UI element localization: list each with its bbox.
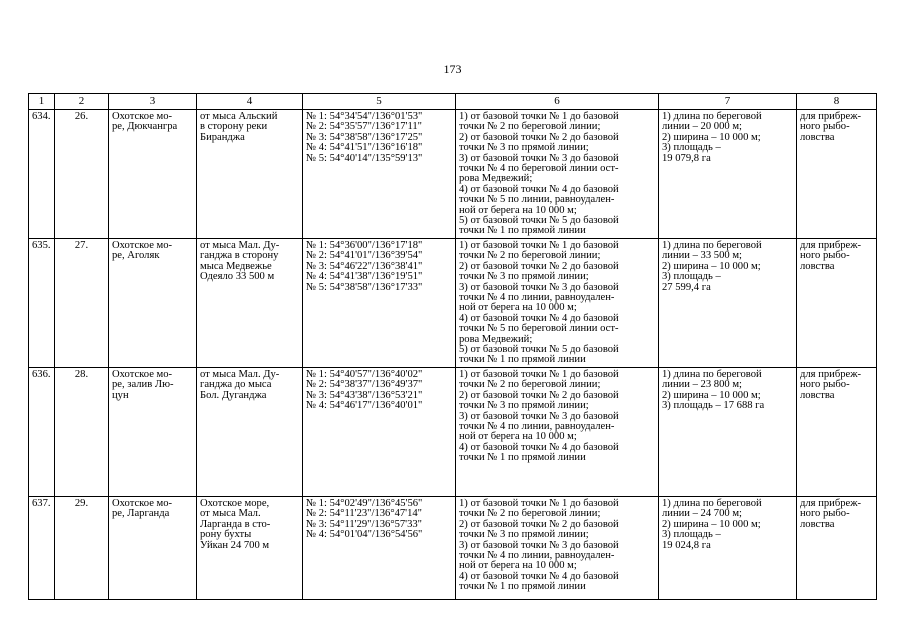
coordinates-cell: № 1: 54°40'57"/136°40'02" № 2: 54°38'37"/136°49'37" № 3: 54°43'38"/136°53'21" № 4: 54°46'17"/136°40'01" bbox=[303, 368, 456, 497]
area-number-cell: 26. bbox=[55, 110, 109, 239]
column-header: 5 bbox=[303, 94, 456, 110]
purpose-cell: для прибреж- ного рыбо- ловства bbox=[797, 239, 877, 368]
water-body-cell: Охотское мо- ре, Дюкчангра bbox=[109, 110, 197, 239]
purpose-cell: для прибреж- ного рыбо- ловства bbox=[797, 368, 877, 497]
column-header: 1 bbox=[29, 94, 55, 110]
connection-lines-cell: 1) от базовой точки № 1 до базовой точки № 2 по береговой линии; 2) от базовой точки № 2 до базовой точки № 3 по прямой линии; 3) от базовой точки № 3 до базовой точки № 4 по береговой линии ост- рова Медвежий; 4) от базовой точки № 4 до базовой точки № 5 по линии, равноудален- ной от берега на 10 000 м; 5) от базовой точки № 5 до базовой точки № 1 по прямой линии bbox=[456, 110, 659, 239]
column-header: 8 bbox=[797, 94, 877, 110]
connection-lines-cell: 1) от базовой точки № 1 до базовой точки № 2 по береговой линии; 2) от базовой точки № 2 до базовой точки № 3 по прямой линии; 3) от базовой точки № 3 до базовой точки № 4 по линии, равноудален- ной от берега на 10 000 м; 4) от базовой точки № 4 до базовой точки № 5 по береговой линии ост- рова Медвежий; 5) от базовой точки № 5 до базовой точки № 1 по прямой линии bbox=[456, 239, 659, 368]
header-row bbox=[29, 94, 877, 110]
area-number-cell: 27. bbox=[55, 239, 109, 368]
water-body-cell: Охотское мо- ре, Ларганда bbox=[109, 497, 197, 600]
table-row bbox=[29, 110, 877, 239]
water-body-cell: Охотское мо- ре, залив Лю- цун bbox=[109, 368, 197, 497]
registry-table bbox=[28, 93, 877, 600]
dimensions-cell: 1) длина по береговой линии – 20 000 м; 2) ширина – 10 000 м; 3) площадь – 19 079,8 га bbox=[659, 110, 797, 239]
boundary-description-cell: от мыса Мал. Ду- ганджа в сторону мыса Медвежье Одеяло 33 500 м bbox=[197, 239, 303, 368]
row-number-cell: 636. bbox=[29, 368, 55, 497]
table-row bbox=[29, 368, 877, 497]
purpose-cell: для прибреж- ного рыбо- ловства bbox=[797, 110, 877, 239]
connection-lines-cell: 1) от базовой точки № 1 до базовой точки № 2 по береговой линии; 2) от базовой точки № 2 до базовой точки № 3 по прямой линии; 3) от базовой точки № 3 до базовой точки № 4 по линии, равноудален- ной от берега на 10 000 м; 4) от базовой точки № 4 до базовой точки № 1 по прямой линии bbox=[456, 497, 659, 600]
row-number-cell: 635. bbox=[29, 239, 55, 368]
coordinates-cell: № 1: 54°34'54"/136°01'53" № 2: 54°35'57"/136°17'11" № 3: 54°38'58"/136°17'25" № 4: 54°41'51"/136°16'18" № 5: 54°40'14"/135°59'13" bbox=[303, 110, 456, 239]
boundary-description-cell: от мыса Альский в сторону реки Биранджа bbox=[197, 110, 303, 239]
area-number-cell: 29. bbox=[55, 497, 109, 600]
connection-lines-cell: 1) от базовой точки № 1 до базовой точки № 2 по береговой линии; 2) от базовой точки № 2 до базовой точки № 3 по прямой линии; 3) от базовой точки № 3 до базовой точки № 4 по линии, равноудален- ной от берега на 10 000 м; 4) от базовой точки № 4 до базовой точки № 1 по прямой линии bbox=[456, 368, 659, 497]
table-row bbox=[29, 239, 877, 368]
row-number-cell: 637. bbox=[29, 497, 55, 600]
dimensions-cell: 1) длина по береговой линии – 23 800 м; 2) ширина – 10 000 м; 3) площадь – 17 688 га bbox=[659, 368, 797, 497]
coordinates-cell: № 1: 54°36'00"/136°17'18" № 2: 54°41'01"/136°39'54" № 3: 54°46'22"/136°38'41" № 4: 54°41'38"/136°19'51" № 5: 54°38'58"/136°17'33" bbox=[303, 239, 456, 368]
boundary-description-cell: Охотское море, от мыса Мал. Ларганда в сто- рону бухты Уйкан 24 700 м bbox=[197, 497, 303, 600]
table-row bbox=[29, 497, 877, 600]
column-header: 4 bbox=[197, 94, 303, 110]
column-header: 2 bbox=[55, 94, 109, 110]
column-header: 6 bbox=[456, 94, 659, 110]
row-number-cell: 634. bbox=[29, 110, 55, 239]
column-header: 7 bbox=[659, 94, 797, 110]
column-header: 3 bbox=[109, 94, 197, 110]
purpose-cell: для прибреж- ного рыбо- ловства bbox=[797, 497, 877, 600]
water-body-cell: Охотское мо- ре, Аголяк bbox=[109, 239, 197, 368]
dimensions-cell: 1) длина по береговой линии – 24 700 м; 2) ширина – 10 000 м; 3) площадь – 19 024,8 га bbox=[659, 497, 797, 600]
page-number: 173 bbox=[443, 62, 462, 76]
boundary-description-cell: от мыса Мал. Ду- ганджа до мыса Бол. Дуганджа bbox=[197, 368, 303, 497]
coordinates-cell: № 1: 54°02'49"/136°45'56" № 2: 54°11'23"/136°47'14" № 3: 54°11'29"/136°57'33" № 4: 54°01'04"/136°54'56" bbox=[303, 497, 456, 600]
dimensions-cell: 1) длина по береговой линии – 33 500 м; 2) ширина – 10 000 м; 3) площадь – 27 599,4 га bbox=[659, 239, 797, 368]
area-number-cell: 28. bbox=[55, 368, 109, 497]
